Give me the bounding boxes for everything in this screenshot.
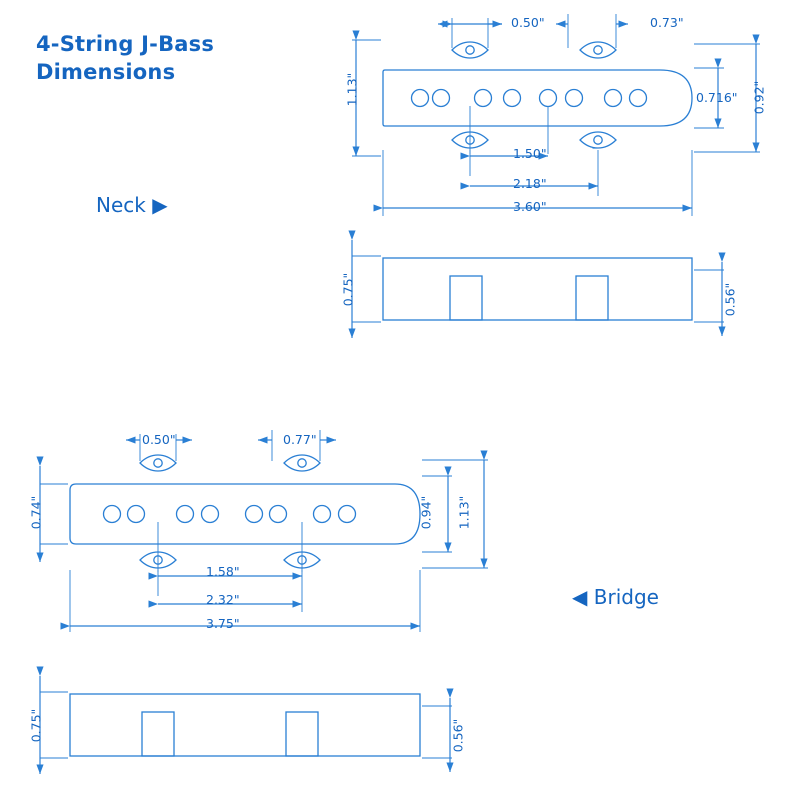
dim-bridge-screw-spacing-right: 0.77" — [283, 432, 317, 447]
page-title — [36, 30, 214, 87]
dim-neck-height-right-inner: 0.716" — [696, 90, 738, 105]
dim-neck-screw-spacing-right: 0.73" — [650, 15, 684, 30]
dim-bridge-height-right-inner: 0.94" — [418, 495, 434, 530]
dim-bridge-height-right-outer: 1.13" — [456, 495, 472, 530]
dim-bridge-screw-hole-span: 2.32" — [206, 592, 240, 607]
dim-bridge-pole-group-span: 1.58" — [206, 564, 240, 579]
neck-top-body — [383, 70, 692, 126]
arrow-left-icon: ◀ — [572, 585, 588, 609]
dim-bridge-height-left: 0.74" — [28, 495, 44, 530]
dim-bridge-screw-spacing-left: 0.50" — [142, 432, 176, 447]
dim-neck-side-left-height: 0.75" — [340, 272, 356, 307]
neck-top-lug-1 — [452, 42, 488, 58]
neck-bottom-lug-2 — [580, 132, 616, 148]
dim-bridge-side-left-height: 0.75" — [28, 708, 44, 743]
arrow-right-icon: ▶ — [152, 193, 168, 217]
bridge-side-notch-1 — [142, 712, 174, 756]
page-title-line2: Dimensions — [36, 60, 176, 85]
neck-top-lug-2 — [580, 42, 616, 58]
dim-bridge-side-right-height: 0.56" — [450, 718, 466, 753]
dim-neck-height-right-outer: 0.92" — [751, 80, 767, 115]
dim-bridge-overall-length: 3.75" — [206, 616, 240, 631]
bridge-top-lug-1 — [140, 455, 176, 471]
dim-neck-side-right-height: 0.56" — [722, 282, 738, 317]
dim-neck-height-left: 1.13" — [344, 72, 360, 107]
bridge-side-body — [70, 694, 420, 756]
dim-neck-pole-group-span: 1.50" — [513, 146, 547, 161]
neck-side-notch-1 — [450, 276, 482, 320]
bridge-top-lug-2 — [284, 455, 320, 471]
bridge-orientation-label — [572, 585, 659, 609]
neck-orientation-label — [96, 193, 168, 217]
page-title-line1: 4-String J-Bass — [36, 32, 215, 56]
dim-neck-screw-hole-span: 2.18" — [513, 176, 547, 191]
dim-neck-overall-length: 3.60" — [513, 199, 547, 214]
bridge-side-notch-2 — [286, 712, 318, 756]
neck-side-notch-2 — [576, 276, 608, 320]
bridge-label-text: Bridge — [593, 585, 659, 609]
dim-neck-screw-spacing-left: 0.50" — [511, 15, 545, 30]
neck-side-body — [383, 258, 692, 320]
neck-label-text: Neck — [96, 193, 146, 217]
